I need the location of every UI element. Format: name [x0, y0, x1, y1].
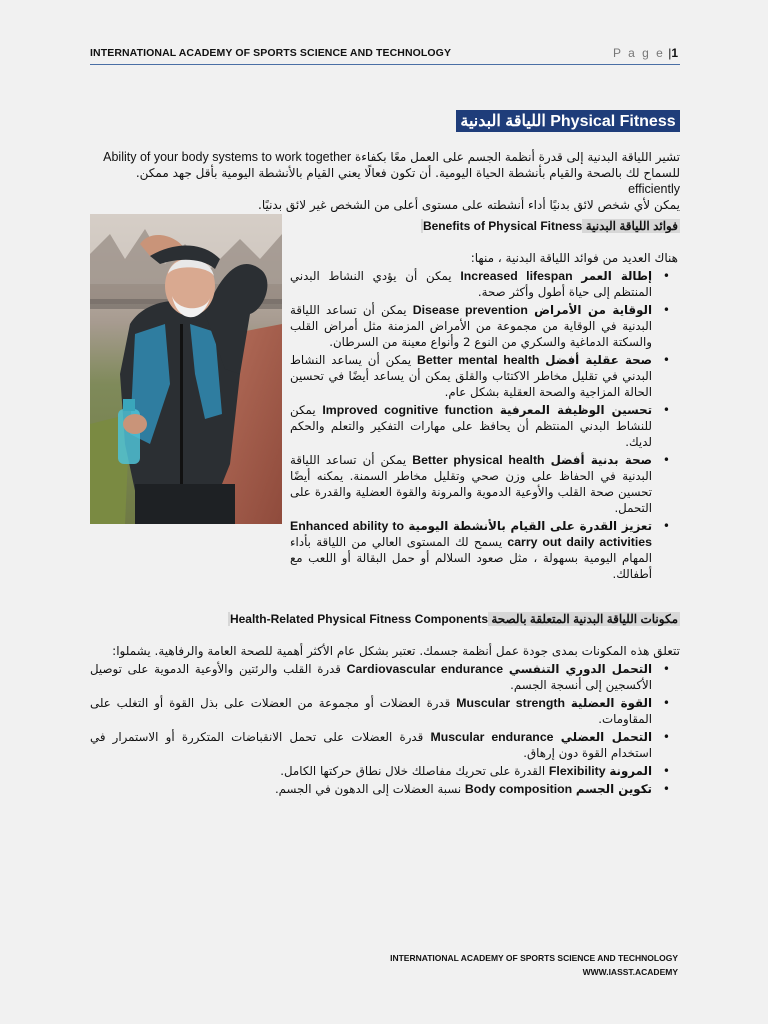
benefit-item — [290, 268, 680, 300]
components-heading — [228, 612, 680, 626]
senior-runner-photo — [90, 214, 282, 524]
page-title: Physical Fitness اللياقة البدنية — [456, 110, 680, 132]
component-item-text: نسبة العضلات إلى الدهون في الجسم. — [274, 782, 462, 796]
benefits-heading-ar: فوائد اللياقة البدنية — [585, 219, 678, 233]
benefit-item-title-ar: الوقاية من الأمراض — [534, 303, 653, 317]
benefit-item — [290, 518, 680, 582]
intro-line-1-en: Ability of your body systems to work together — [103, 150, 352, 164]
component-item — [90, 781, 680, 797]
benefit-item-title-en: Better mental health — [417, 353, 540, 367]
benefit-item-title-ar: إطالة العمر — [581, 269, 653, 283]
benefit-item-title-ar: تحسين الوظيفة المعرفية — [499, 403, 653, 417]
component-item-title-ar: القوة العضلية — [570, 696, 653, 710]
benefit-item-title-ar: تعزيز القدرة على القيام بالأنشطة اليومية — [408, 519, 653, 533]
component-item-title-en: Body composition — [464, 782, 573, 796]
page-separator: | — [668, 46, 672, 60]
component-item-title-ar: التحمل العضلي — [560, 730, 653, 744]
intro-line-3: يمكن لأي شخص لائق بدنيًا أداء أنشطته على مستوى أعلى من الشخص غير لائق بدنيًا. — [258, 198, 680, 212]
components-lead: تتعلق هذه المكونات بمدى جودة عمل أنظمة جسمك. تعتبر بشكل عام الأكثر أهمية للصحة العامة والرفاهية. يشملوا: — [112, 644, 680, 658]
component-item-title-en: Cardiovascular endurance — [346, 662, 504, 676]
components-list — [90, 661, 680, 799]
benefit-item-text: يمكن أن يساعد النشاط البدني في تقليل مخاطر الاكتئاب والقلق يمكن أن يساعد أيضًا في تحسين الحالة المزاجية والصحة العقلية بشكل عام. — [290, 353, 652, 399]
component-item-title-ar: المرونة — [609, 764, 652, 778]
header-divider — [90, 64, 680, 65]
benefit-item-text: يسمح لك المستوى العالي من اللياقة بأداء المهام اليومية بسهولة ، مثل صعود السلالم أو حمل البقالة أو اللعب مع أطفالك. — [290, 535, 652, 581]
component-item-title-en: Flexibility — [548, 764, 606, 778]
intro-line-1 — [90, 149, 680, 165]
benefits-heading — [421, 219, 680, 233]
benefit-item-title-en: Improved cognitive function — [322, 403, 494, 417]
intro-paragraph — [90, 149, 680, 213]
intro-line-1-ar: تشير اللياقة البدنية إلى قدرة أنظمة الجسم على العمل معًا بكفاءة — [354, 150, 680, 164]
benefit-item-title-en: Increased lifespan — [460, 269, 573, 283]
benefit-item — [290, 402, 680, 450]
benefits-lead: هناك العديد من فوائد اللياقة البدنية ، منها: — [470, 251, 678, 265]
benefit-item-text: يمكن أن تساعد اللياقة البدنية في الحفاظ على وزن صحي وتقليل مخاطر السمنة. يمكنه أيضًا تحسين صحة القلب والأوعية الدموية والمرونة والقوة العضلية والقدرة على التحمل. — [290, 453, 652, 515]
benefit-item-title-en: Better physical health — [412, 453, 545, 467]
page-label: P a g e — [613, 46, 665, 60]
benefit-item — [290, 302, 680, 350]
footer-url: WWW.IASST.ACADEMY — [582, 967, 678, 977]
page-number: 1 — [671, 46, 678, 60]
component-item — [90, 763, 680, 779]
component-item-text: قدرة العضلات أو مجموعة من العضلات على بذل القوة أو التغلب على المقاومات. — [90, 696, 652, 726]
component-item — [90, 695, 680, 727]
benefits-heading-en: Benefits of Physical Fitness — [422, 219, 583, 233]
header-page-number — [613, 46, 678, 60]
component-item — [90, 661, 680, 693]
component-item-text: قدرة القلب والرئتين والأوعية الدموية على توصيل الأكسجين إلى أنسجة الجسم. — [90, 662, 652, 692]
benefits-list — [290, 268, 680, 584]
component-item-title-en: Muscular strength — [456, 696, 565, 710]
component-item-text: قدرة العضلات على تحمل الانقباضات المتكررة أو الاستمرار في استخدام القوة دون إرهاق. — [90, 730, 652, 760]
intro-line-2-en: efficiently — [628, 182, 680, 196]
component-item-title-en: Muscular endurance — [430, 730, 554, 744]
benefit-item-text: يمكن أن يؤدي النشاط البدني المنتظم إلى حياة أطول وأكثر صحة. — [290, 269, 652, 299]
component-item-title-ar: تكوين الجسم — [575, 782, 652, 796]
intro-line-2 — [90, 165, 680, 197]
components-heading-en: Health-Related Physical Fitness Components — [229, 612, 488, 626]
component-item — [90, 729, 680, 761]
benefit-item-text: يمكن للنشاط البدني المنتظم أن يحافظ على مهارات التفكير والتعلم والحكم لديك. — [290, 403, 652, 449]
component-item-title-ar: التحمل الدوري التنفسي — [508, 662, 652, 676]
component-item-text: القدرة على تحريك مفاصلك خلال نطاق حركتها الكامل. — [280, 764, 546, 778]
footer-org: INTERNATIONAL ACADEMY OF SPORTS SCIENCE AND TECHNOLOGY — [390, 953, 678, 963]
benefit-item-title-en: Enhanced ability to carry out daily activities — [290, 519, 652, 549]
benefit-item-title-en: Disease prevention — [412, 303, 528, 317]
header-org: INTERNATIONAL ACADEMY OF SPORTS SCIENCE AND TECHNOLOGY — [90, 47, 452, 59]
intro-line-2-ar: للسماح لك بالصحة والقيام بأنشطة الحياة اليومية. أن تكون فعالًا يعني القيام بالأنشطة اليومية بأقل جهد ممكن. — [135, 166, 680, 180]
benefit-item-title-ar: صحة بدنية أفضل — [550, 453, 652, 467]
benefit-item-title-ar: صحة عقلية أفضل — [545, 353, 653, 367]
benefit-item-text: يمكن أن تساعد اللياقة البدنية في الوقاية من مجموعة من الأمراض المزمنة مثل أمراض القلب والسكتة الدماغية والسكري من النوع 2 وأنواع معينة من السرطان. — [290, 303, 652, 349]
benefit-item — [290, 352, 680, 400]
benefit-item — [290, 452, 680, 516]
components-heading-ar: مكونات اللياقة البدنية المتعلقة بالصحة — [491, 612, 678, 626]
